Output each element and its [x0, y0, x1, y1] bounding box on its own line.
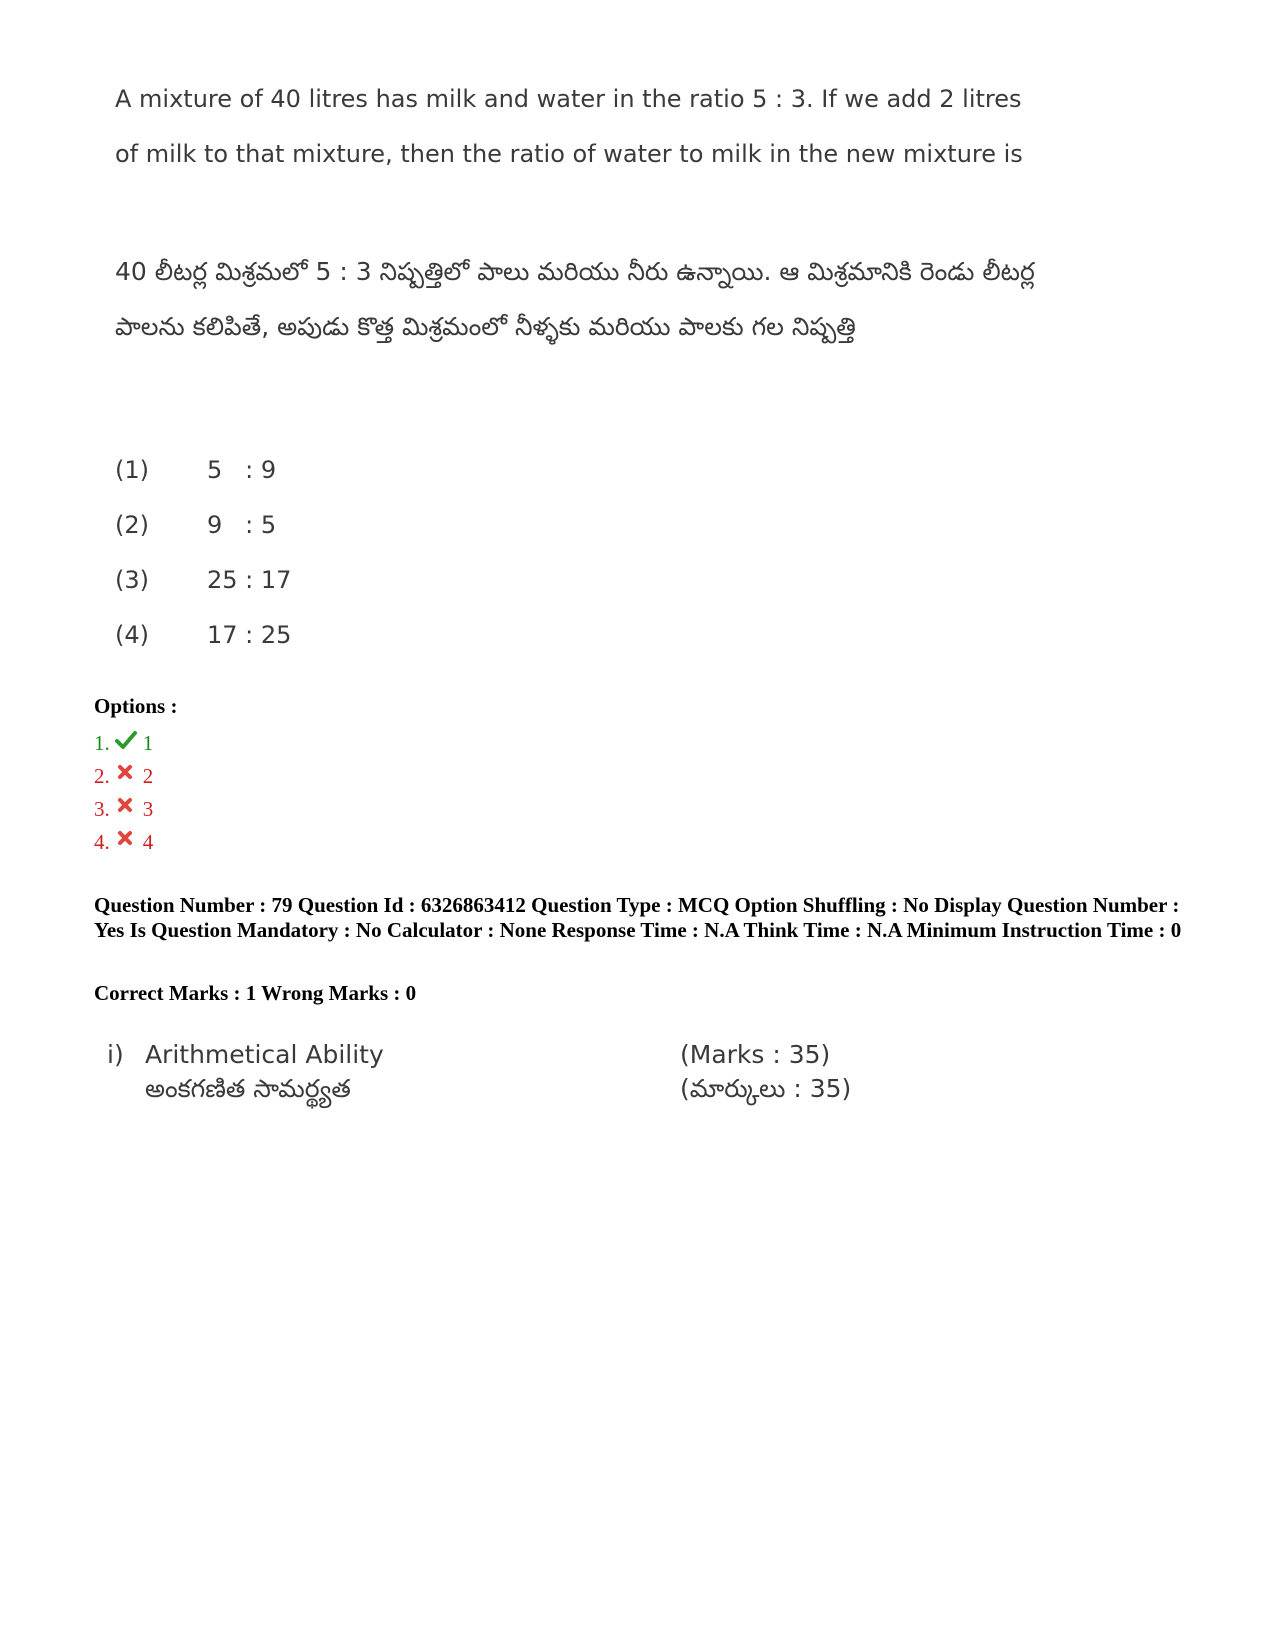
option-item: [94, 793, 153, 826]
option-label: 1: [142, 731, 154, 755]
choice-number: (1): [115, 456, 149, 484]
options-heading: Options :: [94, 694, 178, 718]
choice-number: (2): [115, 511, 149, 539]
question-block: [115, 72, 1045, 354]
option-item: [94, 727, 153, 760]
answer-choices: [115, 456, 291, 676]
cross-icon: [115, 829, 137, 849]
option-label: 4: [142, 830, 154, 854]
choice-item: [115, 456, 291, 511]
choice-value: 17 : 25: [207, 621, 292, 649]
choice-item: [115, 566, 291, 621]
choice-item: [115, 511, 291, 566]
choice-value: 25 : 17: [207, 566, 292, 594]
option-label: 2: [142, 764, 154, 788]
cross-icon: [115, 763, 137, 783]
option-index: 1.: [94, 731, 110, 755]
section-row-english: [107, 1035, 1007, 1073]
choice-number: (4): [115, 621, 149, 649]
option-item: [94, 760, 153, 793]
section-marks-telugu: (మార్కులు : 35): [680, 1074, 852, 1103]
marks-info: Correct Marks : 1 Wrong Marks : 0: [94, 981, 417, 1005]
option-index: 3.: [94, 797, 110, 821]
section-row-telugu: [107, 1073, 1007, 1111]
options-list: [94, 727, 153, 859]
option-index: 2.: [94, 764, 110, 788]
option-label: 3: [142, 797, 154, 821]
question-text-english: A mixture of 40 litres has milk and water in the ratio 5 : 3. If we add 2 litres of milk to that mixture, then the ratio of water to milk in the new mixture is: [115, 85, 1023, 168]
choice-value: 5 : 9: [207, 456, 277, 484]
section-number: i): [107, 1039, 124, 1069]
choice-value: 9 : 5: [207, 511, 277, 539]
choice-number: (3): [115, 566, 149, 594]
question-text-telugu: 40 లీటర్ల మిశ్రమలో 5 : 3 నిష్పత్తిలో పాలు మరియు నీరు ఉన్నాయి. ఆ మిశ్రమానికి రెండు లీటర్ల పాలను కలిపితే, అపుడు కొత్త మిశ్రమంలో నీళ్ళకు మరియు పాలకు గల నిష్పత్తి: [115, 257, 1035, 341]
check-icon: [115, 730, 137, 750]
option-item: [94, 826, 153, 859]
option-index: 4.: [94, 830, 110, 854]
section-title-english: Arithmetical Ability: [144, 1039, 384, 1069]
cross-icon: [115, 796, 137, 816]
choice-item: [115, 621, 291, 676]
section-header: [107, 1035, 1007, 1111]
question-metadata: Question Number : 79 Question Id : 6326863412 Question Type : MCQ Option Shuffling : No Display Question Number : Yes Is Question Mandatory : No Calculator : None Response Time : N.A Think Time : N.A Minimum Instruction Time : 0: [94, 893, 1182, 942]
section-title-telugu: అంకగణిత సామర్థ్యత: [144, 1074, 351, 1103]
section-marks-english: (Marks : 35): [680, 1039, 831, 1069]
